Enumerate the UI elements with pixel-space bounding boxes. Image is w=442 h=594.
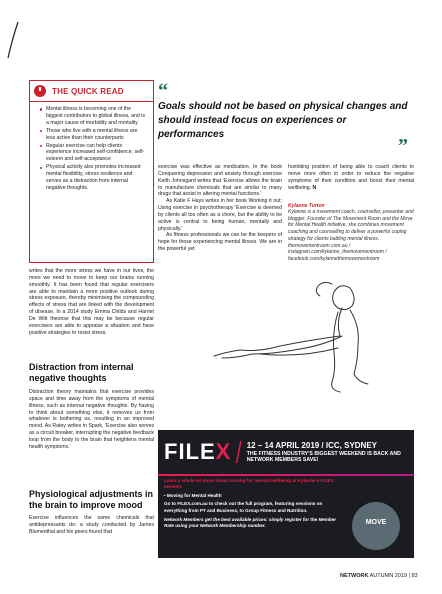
column-3-text (288, 164, 414, 191)
ad-slash-icon (235, 435, 242, 469)
ad-tagline: THE FITNESS INDUSTRY'S BIGGEST WEEKEND IS BACK AND NETWORK MEMBERS SAVE! (246, 450, 401, 463)
quick-read-item: Those who live with a mental illness are less active than their counterparts (40, 128, 148, 142)
ad-cta[interactable]: Go to FILEX.com.au to check out the full program, featuring sessions on everything from PT and Business, to Group Fitness and Nutrition. (164, 501, 323, 513)
subheading-distraction: Distraction from internal negative thoughts (29, 362, 134, 383)
quick-read-list (30, 106, 153, 192)
ad-divider (158, 474, 414, 476)
column-1-paragraph-3: Exercise influences the same chemicals that antidepressants do: a study conducted by James Blumenthal and his peers found that (29, 515, 154, 535)
quick-read-header (30, 81, 153, 102)
decorative-slash (6, 20, 20, 60)
filex-logo (164, 439, 231, 465)
open-quote-icon: “ (158, 80, 168, 102)
line-art-figure-illustration (200, 270, 420, 410)
ad-intro: Learn a whole lot more about moving for mental wellbeing at Kylanne's FILEX session: (164, 478, 334, 490)
author-name: Kylanne Turton (288, 203, 325, 209)
stopwatch-icon (34, 85, 46, 97)
filex-logo-x: X (215, 439, 232, 464)
ad-body (164, 478, 344, 530)
author-bio: Kylanne is a movement coach, counsellor, presenter and blogger. Founder of The Movement Room and the Move for Mental Health initiative, she combines movement coaching and counselling to deliver a powerful coping strategy for clients battling mental illness. themovementroom.com.au / instagram.com/kylanne_themovementroom / facebook.com/kylannethemovementroom (288, 209, 414, 262)
column-2-paragraph-3: As fitness professionals we can be the keepers of hope for those experiencing mental illness. We are in the powerful yet (158, 232, 282, 253)
column-1-paragraph-1: writes that the more stress we have in our lives, the more we need to move to keep our brains running smoothly. It has been found that regular exercisers are able to maintain a more positive outlook during stress exposure, thereby minimising the compounding effects of stress that are linked with the development of disease. In a 2014 study Emma Childs and Harriet De Witt theorise that this may be because regular exercisers are able to appraise a situation and have positive strategies to resist stress. (29, 268, 154, 336)
ad-photo-circle (352, 502, 400, 550)
quick-read-item: Regular exercise can help clients experience increased self-confidence, self-esteem and self-acceptance (40, 143, 148, 164)
close-quote-icon: ” (398, 135, 408, 157)
magazine-name: NETWORK (340, 573, 369, 579)
issue-label: AUTUMN 2019 (369, 573, 407, 579)
subheading-physiological: Physiological adjustments in the brain to improve mood (29, 489, 154, 510)
ad-session-name: • Moving for Mental Health (164, 492, 222, 498)
column-2-paragraph-1: exercise was effective as medication. In the book Conquering depression and anxiety through exercise Keith Johnsgard writes that 'Exercise allows the brain to manufacture chemicals that are similar to many drugs that assist in altering mental functions.' (158, 164, 282, 198)
ad-badge-text: MOVE (365, 519, 387, 526)
quick-read-box (29, 80, 154, 263)
page-footer: NETWORK AUTUMN 2019 | 83 (340, 573, 418, 579)
ad-event-dates: 12 – 14 APRIL 2019 / ICC, SYDNEY (246, 440, 377, 450)
quick-read-item: Physical activity also promotes increased mental flexibility, stress resilience and serves as a distraction from internal negative thoughts. (40, 164, 148, 192)
quick-read-title: THE QUICK READ (52, 86, 124, 96)
filex-advertisement[interactable] (158, 430, 414, 558)
ad-header (158, 430, 414, 474)
pull-quote: Goals should not be based on physical changes and should instead focus on experiences or performances (158, 101, 408, 140)
filex-logo-main: FILE (164, 439, 216, 464)
column-2-paragraph-2: As Katie F Hays writes in her book Working it out: Using exercise in psychotherapy 'Exercise is deemed by clients all too often as a chore, but the ability to be active is central to being human, mentally and physically.' (158, 198, 282, 232)
column-1-paragraph-2: Distraction theory maintains that exercise provides space and time away from the symptoms of mental illness, such as internal negative thoughts. By having to think about something else, it removes us from whatever is bothering us, resulting in an improved mood. As Ratey writes in Spark, 'Exercise also serves as a circuit breaker, interrupting the negative feedback loop from the body to the brain that heightens mental health symptoms.' (29, 389, 154, 450)
ad-member-offer: Network Members get the best available prices: simply register for the Member Rate using your Network Membership number. (164, 517, 337, 529)
column-2-text (158, 164, 282, 253)
page-number: 83 (411, 573, 418, 579)
quick-read-item: Mental illness is becoming one of the biggest contributors to global illness, and is a major cause of morbidity and mortality (40, 106, 148, 127)
end-mark: N (312, 184, 317, 191)
column-3-paragraph-1: humbling position of being able to coach clients to move more often in order to reduce the negative symptoms of their condition and boost their mental wellbeing. (288, 164, 414, 191)
ad-session-name-text: Moving for Mental Health (166, 492, 222, 498)
